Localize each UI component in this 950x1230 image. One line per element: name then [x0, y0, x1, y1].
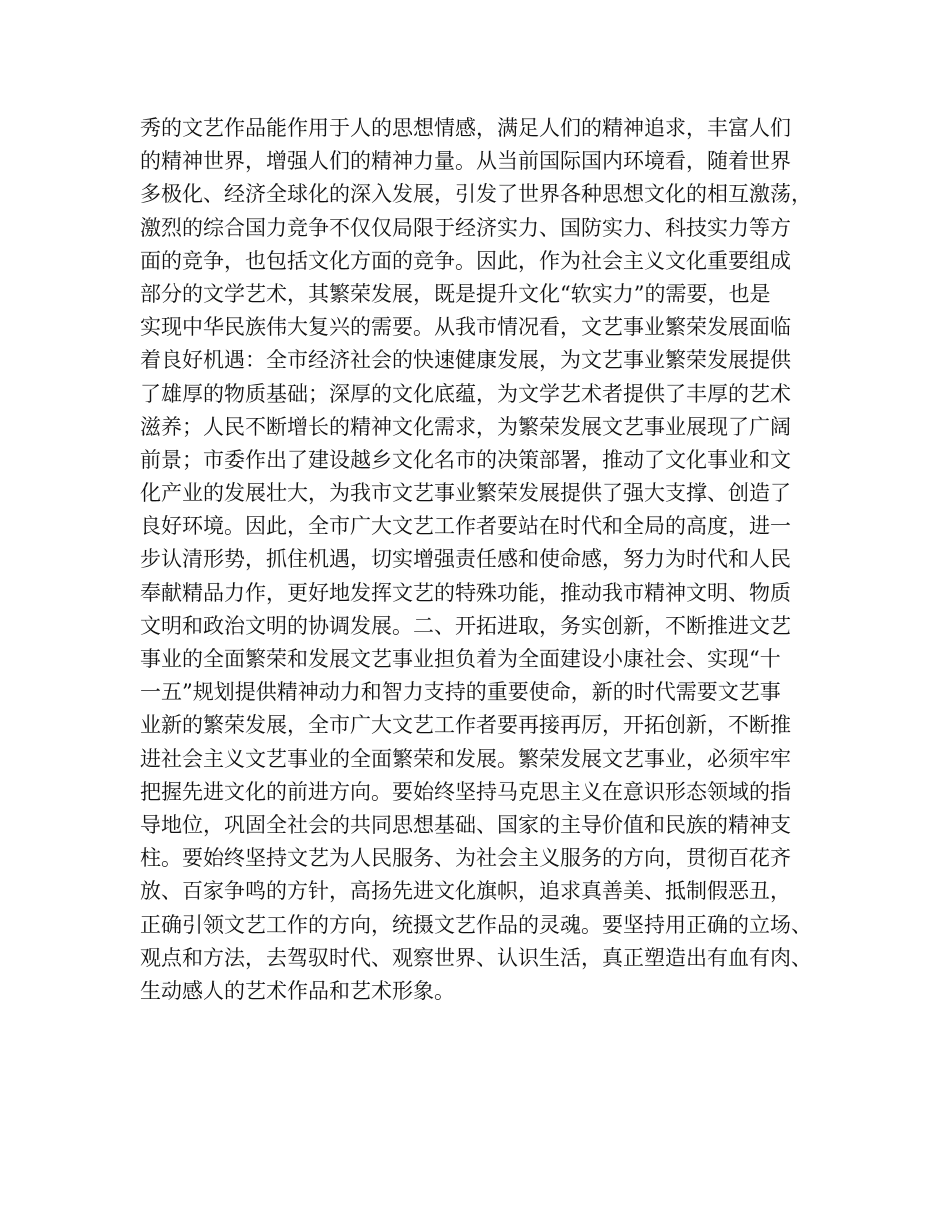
text-line: 了雄厚的物质基础；深厚的文化底蕴，为文学艺术者提供了丰厚的艺术: [140, 381, 791, 406]
text-line: 面的竞争，也包括文化方面的竞争。因此，作为社会主义文化重要组成: [140, 248, 791, 273]
text-line: 步认清形势，抓住机遇，切实增强责任感和使命感，努力为时代和人民: [140, 547, 791, 572]
body-paragraph: [140, 112, 840, 1008]
text-line: 奉献精品力作，更好地发挥文艺的特殊功能，推动我市精神文明、物质: [140, 580, 791, 605]
text-line: 柱。要始终坚持文艺为人民服务、为社会主义服务的方向，贯彻百花齐: [140, 846, 791, 871]
text-line: 把握先进文化的前进方向。要始终坚持马克思主义在意识形态领域的指: [140, 779, 791, 804]
text-line: 文明和政治文明的协调发展。二、开拓进取，务实创新，不断推进文艺: [140, 613, 791, 638]
text-line: 化产业的发展壮大，为我市文艺事业繁荣发展提供了强大支撑、创造了: [140, 481, 791, 506]
text-line: 观点和方法，去驾驭时代、观察世界、认识生活，真正塑造出有血有肉、: [140, 945, 812, 970]
text-line: 着良好机遇：全市经济社会的快速健康发展，为文艺事业繁荣发展提供: [140, 348, 791, 373]
text-line: 事业的全面繁荣和发展文艺事业担负着为全面建设小康社会、实现“十: [140, 647, 781, 671]
text-line: 秀的文艺作品能作用于人的思想情感，满足人们的精神追求，丰富人们: [140, 116, 791, 140]
text-line: 放、百家争鸣的方针，高扬先进文化旗帜，追求真善美、抵制假恶丑，: [140, 879, 791, 904]
text-line: 前景；市委作出了建设越乡文化名市的决策部署，推动了文化事业和文: [140, 447, 791, 472]
text-line: 生动感人的艺术作品和艺术形象。: [140, 978, 455, 1003]
text-line: 滋养；人民不断增长的精神文化需求，为繁荣发展文艺事业展现了广阔: [140, 414, 791, 439]
text-line: 进社会主义文艺事业的全面繁荣和发展。繁荣发展文艺事业，必须牢牢: [140, 746, 791, 771]
text-line: 一五”规划提供精神动力和智力支持的重要使命，新的时代需要文艺事: [140, 680, 781, 705]
text-line: 多极化、经济全球化的深入发展，引发了世界各种思想文化的相互激荡，: [140, 182, 812, 207]
text-line: 部分的文学艺术，其繁荣发展，既是提升文化“软实力”的需要，也是: [140, 281, 771, 306]
text-line: 激烈的综合国力竞争不仅仅局限于经济实力、国防实力、科技实力等方: [140, 215, 791, 240]
text-line: 良好环境。因此，全市广大文艺工作者要站在时代和全局的高度，进一: [140, 514, 791, 539]
text-line: 实现中华民族伟大复兴的需要。从我市情况看，文艺事业繁荣发展面临: [140, 315, 791, 340]
text-line: 的精神世界，增强人们的精神力量。从当前国际国内环境看，随着世界: [140, 149, 791, 174]
text-line: 正确引领文艺工作的方向，统摄文艺作品的灵魂。要坚持用正确的立场、: [140, 912, 812, 937]
text-line: 导地位，巩固全社会的共同思想基础、国家的主导价值和民族的精神支: [140, 812, 791, 837]
text-line: 业新的繁荣发展，全市广大文艺工作者要再接再厉，开拓创新，不断推: [140, 713, 791, 738]
